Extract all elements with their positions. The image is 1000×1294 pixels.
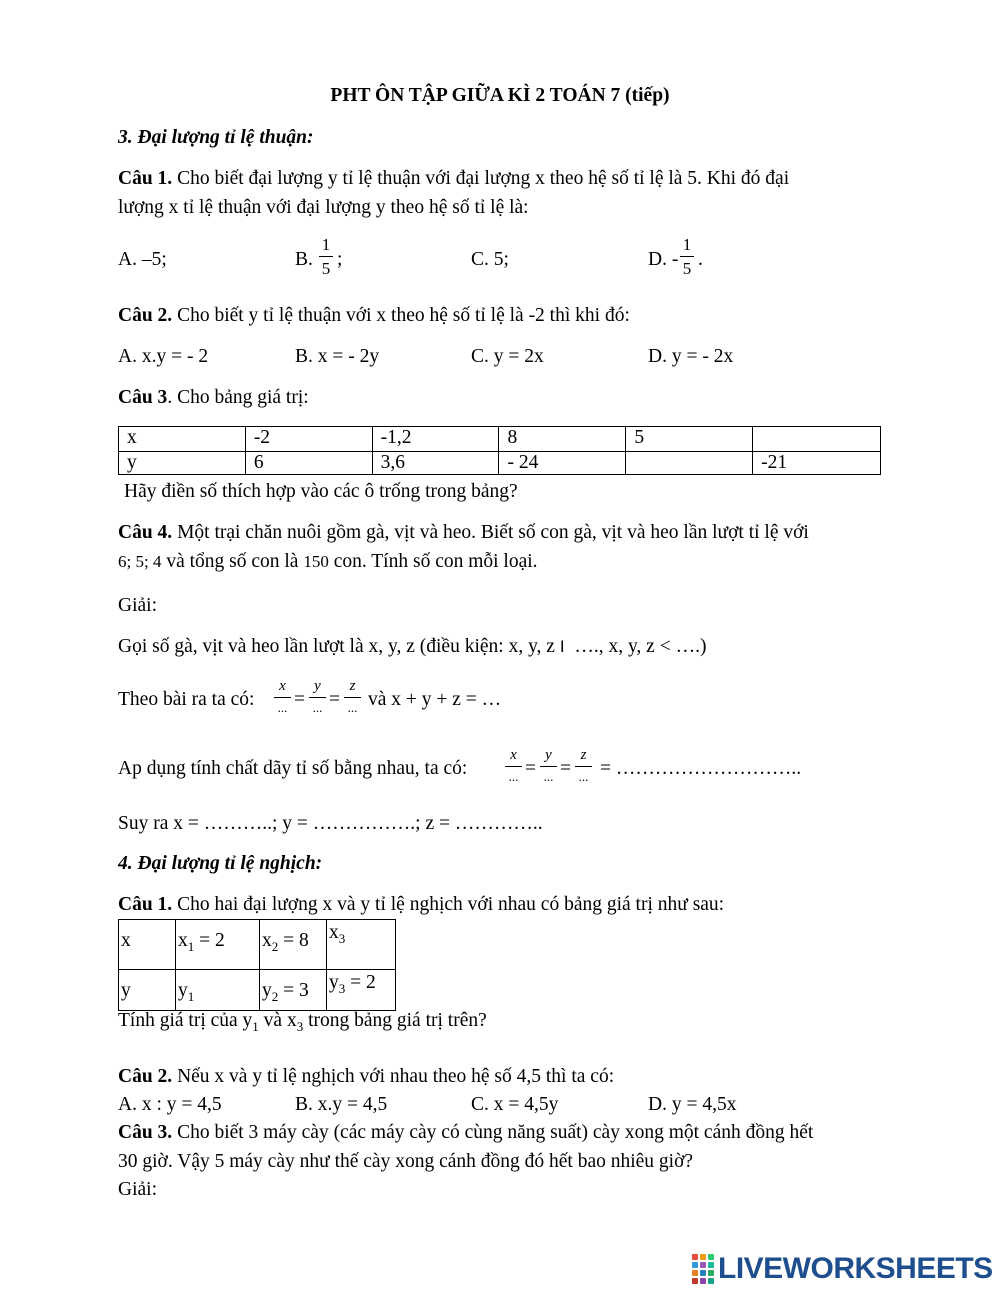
table-row xyxy=(119,920,396,970)
s3-q4-line1: Câu 4. Một trại chăn nuôi gồm gà, vịt và heo. Biết số con gà, vịt và heo lần lượt tỉ lệ với xyxy=(118,522,809,543)
s4-q1-value-table xyxy=(118,919,396,1011)
s3-q2-text: Câu 2. Cho biết y tỉ lệ thuận với x theo hệ số tỉ lệ là -2 thì khi đó: xyxy=(118,305,630,326)
logo-tile xyxy=(708,1254,714,1260)
table-cell: $y_3 = 2$ xyxy=(327,970,396,1011)
table-cell: x xyxy=(119,427,246,452)
s3-q1-line2: lượng x tỉ lệ thuận với đại lượng y theo hệ số tỉ lệ là: xyxy=(118,197,529,218)
s4-q3-solve-label: Giải: xyxy=(118,1179,157,1200)
table-cell: 8 xyxy=(499,427,626,452)
table-cell-blank[interactable] xyxy=(753,427,881,452)
table-row xyxy=(119,427,881,452)
s4-q1-note: Tính giá trị của $y_1$ và $x_3$ trong bảng giá trị trên? xyxy=(118,1010,487,1034)
table-cell: 6 xyxy=(245,452,372,475)
table-cell[interactable]: $x_3$ xyxy=(327,920,396,970)
s3-q3-text: Câu 3. Cho bảng giá trị: xyxy=(118,387,309,408)
logo-grid-icon xyxy=(692,1254,714,1284)
logo-tile xyxy=(692,1270,698,1276)
s3-q4-apdung-label: Ap dụng tính chất dãy tỉ số bằng nhau, ta có: xyxy=(118,758,468,779)
section-3-heading: 3. Đại lượng tỉ lệ thuận: xyxy=(118,127,314,148)
logo-tile xyxy=(700,1278,706,1284)
logo-tile xyxy=(692,1262,698,1268)
fraction-x: x ... xyxy=(274,679,291,714)
s3-q4-line2: 6; 5; 4 và tổng số con là 150 con. Tính số con mỗi loại. xyxy=(118,551,538,572)
table-cell: $x_1 = 2$ xyxy=(176,920,260,970)
s3-q1-option-b-suffix: ; xyxy=(337,249,343,270)
s3-q3-note: Hãy điền số thích hợp vào các ô trống trong bảng? xyxy=(124,481,518,502)
fraction-z: z ... xyxy=(575,748,592,783)
fraction-x: x ... xyxy=(505,748,522,783)
table-cell: $y_2 = 3$ xyxy=(260,970,327,1011)
s4-q1-text: Câu 1. Cho hai đại lượng x và y tỉ lệ nghịch với nhau có bảng giá trị như sau: xyxy=(118,894,725,915)
s3-q1-line1: Câu 1. Cho biết đại lượng y tỉ lệ thuận với đại lượng x theo hệ số tỉ lệ là 5. Khi đó đại xyxy=(118,168,790,189)
s3-q2-option-b: B. x = - 2y xyxy=(295,346,380,367)
s3-q4-theo-end: và x + y + z = … xyxy=(368,689,502,710)
fraction-y: y ... xyxy=(540,748,557,783)
s3-q4-call-line: Gọi số gà, vịt và heo lần lượt là x, y, z (điều kiện: x, y, z I …., x, y, z < ….) xyxy=(118,636,707,657)
s3-q2-option-c: C. y = 2x xyxy=(471,346,544,367)
logo-tile xyxy=(708,1278,714,1284)
logo-tile xyxy=(708,1270,714,1276)
s4-q2-option-d: D. y = 4,5x xyxy=(648,1094,737,1115)
s3-q3-value-table xyxy=(118,426,881,475)
logo-tile xyxy=(708,1262,714,1268)
s3-q1-option-a: A. –5; xyxy=(118,249,167,270)
table-cell-blank[interactable] xyxy=(626,452,753,475)
s3-q2-option-a: A. x.y = - 2 xyxy=(118,346,209,367)
logo-tile xyxy=(692,1278,698,1284)
s4-q2-option-b: B. x.y = 4,5 xyxy=(295,1094,388,1115)
s4-q3-line2: 30 giờ. Vậy 5 máy cày như thế cày xong cánh đồng đó hết bao nhiêu giờ? xyxy=(118,1151,694,1172)
logo-tile xyxy=(692,1254,698,1260)
table-cell: 5 xyxy=(626,427,753,452)
s3-q2-option-d: D. y = - 2x xyxy=(648,346,734,367)
s4-q2-text: Câu 2. Nếu x và y tỉ lệ nghịch với nhau theo hệ số 4,5 thì ta có: xyxy=(118,1066,615,1087)
table-cell: y xyxy=(119,452,246,475)
s3-q4-apdung-end: = ……………………….. xyxy=(600,758,802,779)
s4-q2-option-c: C. x = 4,5y xyxy=(471,1094,559,1115)
table-row xyxy=(119,970,396,1011)
s3-q1-option-b-prefix: B. xyxy=(295,249,313,270)
s4-q3-line1: Câu 3. Cho biết 3 máy cày (các máy cày có cùng năng suất) cày xong một cánh đồng hết xyxy=(118,1122,814,1143)
table-cell: - 24 xyxy=(499,452,626,475)
logo-tile xyxy=(700,1270,706,1276)
fraction-y: y ... xyxy=(309,679,326,714)
logo-tile xyxy=(700,1254,706,1260)
logo-tile xyxy=(700,1262,706,1268)
table-cell: $x_2 = 8$ xyxy=(260,920,327,970)
table-cell[interactable]: $y_1$ xyxy=(176,970,260,1011)
section-4-heading: 4. Đại lượng tỉ lệ nghịch: xyxy=(118,853,323,874)
s3-q1-option-c: C. 5; xyxy=(471,249,509,270)
liveworksheets-logo xyxy=(692,1252,993,1286)
s3-q4-suyra: Suy ra x = ………..; y = …………….; z = ………….. xyxy=(118,813,543,834)
s3-q4-solve-label: Giải: xyxy=(118,595,157,616)
table-cell: -21 xyxy=(753,452,881,475)
page-title: PHT ÔN TẬP GIỮA KÌ 2 TOÁN 7 (tiếp) xyxy=(330,85,670,106)
s4-q2-option-a: A. x : y = 4,5 xyxy=(118,1094,222,1115)
s3-q1-option-d-suffix: . xyxy=(698,249,703,270)
s3-q1-option-d-fraction: $\frac{1}{5}$ xyxy=(680,236,694,277)
table-cell: 3,6 xyxy=(372,452,499,475)
table-cell: y xyxy=(119,970,176,1011)
table-cell: -2 xyxy=(245,427,372,452)
s3-q1-option-d-prefix: D. - xyxy=(648,249,679,270)
table-cell: x xyxy=(119,920,176,970)
table-cell: -1,2 xyxy=(372,427,499,452)
s3-q1-option-b-fraction: $\frac{1}{5}$ xyxy=(319,236,333,277)
fraction-z: z ... xyxy=(344,679,361,714)
logo-text: LIVEWORKSHEETS xyxy=(718,1252,993,1285)
s3-q4-theo-label: Theo bài ra ta có: xyxy=(118,689,255,710)
table-row xyxy=(119,452,881,475)
